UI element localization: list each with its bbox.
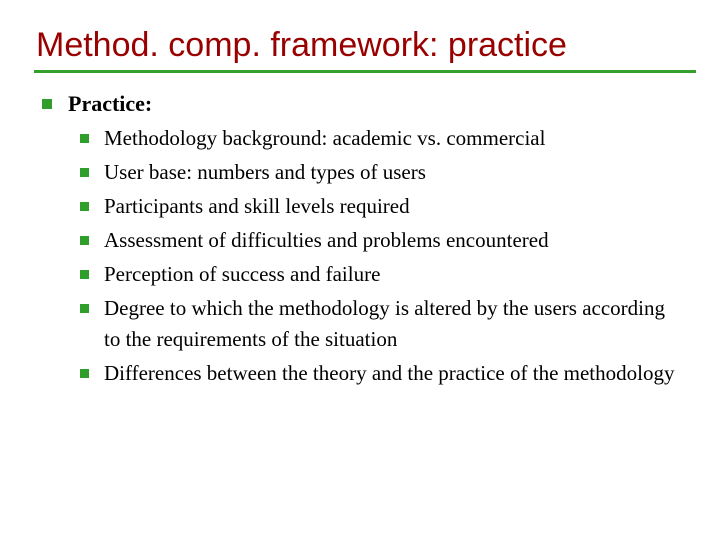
list-item [36,293,676,355]
list-item [36,358,676,389]
square-bullet-icon [80,369,89,378]
list-item-label: User base: numbers and types of users [104,160,426,184]
list-item [36,123,676,154]
title-divider [34,70,696,73]
square-bullet-icon [80,270,89,279]
bullet-list [36,88,676,389]
list-item-label: Perception of success and failure [104,262,381,286]
slide-title: Method. comp. framework: practice [36,26,567,64]
list-item-label: Participants and skill levels required [104,194,410,218]
list-item-label: Differences between the theory and the practice of the methodology [104,361,675,385]
list-item [36,259,676,290]
list-item [36,225,676,256]
list-heading [36,88,676,120]
sub-bullet-list [36,123,676,389]
square-bullet-icon [42,99,52,109]
list-item-label: Methodology background: academic vs. commercial [104,126,546,150]
square-bullet-icon [80,304,89,313]
list-item-label: Assessment of difficulties and problems encountered [104,228,549,252]
list-item-label: Degree to which the methodology is altered by the users according to the requirements of the situation [104,296,665,351]
square-bullet-icon [80,168,89,177]
list-heading-label: Practice: [68,91,153,116]
square-bullet-icon [80,236,89,245]
list-item [36,191,676,222]
list-item [36,157,676,188]
square-bullet-icon [80,202,89,211]
square-bullet-icon [80,134,89,143]
